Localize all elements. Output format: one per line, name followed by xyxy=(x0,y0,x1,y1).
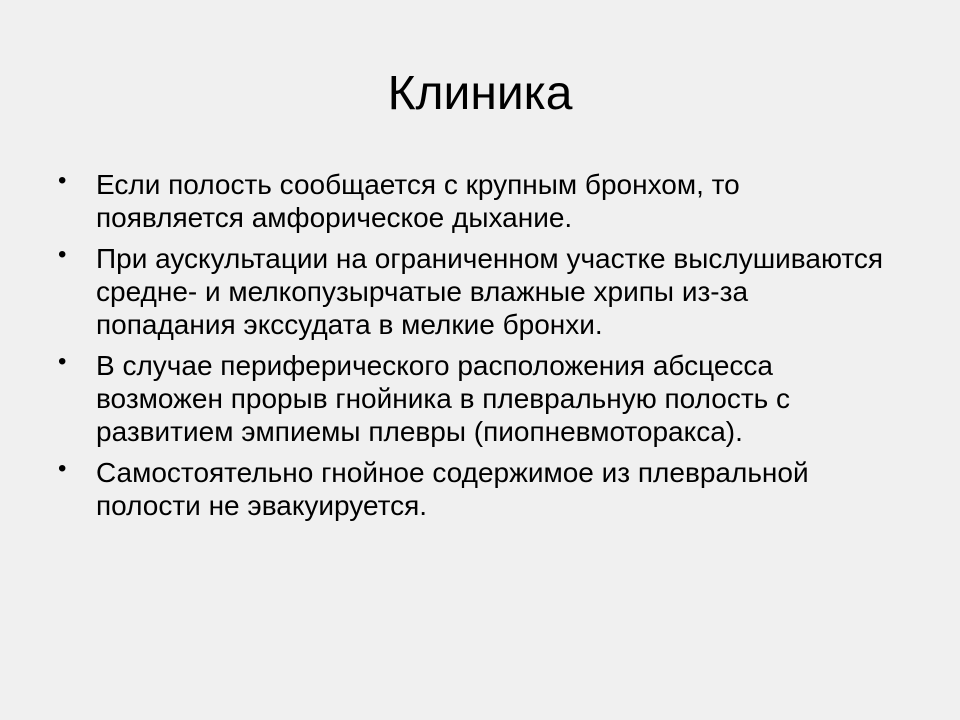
bullet-point-icon: • xyxy=(58,455,67,482)
bullet-item xyxy=(54,456,894,522)
bullet-text: Самостоятельно гнойное содержимое из плевральной полости не эвакуируется. xyxy=(96,457,809,521)
bullet-point-icon: • xyxy=(58,241,67,268)
bullet-text: При аускультации на ограниченном участке выслушиваются средне- и мелкопузырчатые влажные хрипы из-за попадания экссудата в мелкие бронхи. xyxy=(96,243,883,340)
bullet-point-icon: • xyxy=(58,167,67,194)
slide-title: Клиника xyxy=(387,67,573,120)
bullet-item xyxy=(54,242,894,341)
bullet-list xyxy=(54,168,894,530)
bullet-item xyxy=(54,349,894,448)
bullet-text: В случае периферического расположения абсцесса возможен прорыв гнойника в плевральную полость с развитием эмпиемы плевры (пиопневмоторакса). xyxy=(96,350,791,447)
bullet-text: Если полость сообщается с крупным бронхом, то появляется амфорическое дыхание. xyxy=(96,169,740,233)
bullet-point-icon: • xyxy=(58,348,67,375)
bullet-item xyxy=(54,168,894,234)
